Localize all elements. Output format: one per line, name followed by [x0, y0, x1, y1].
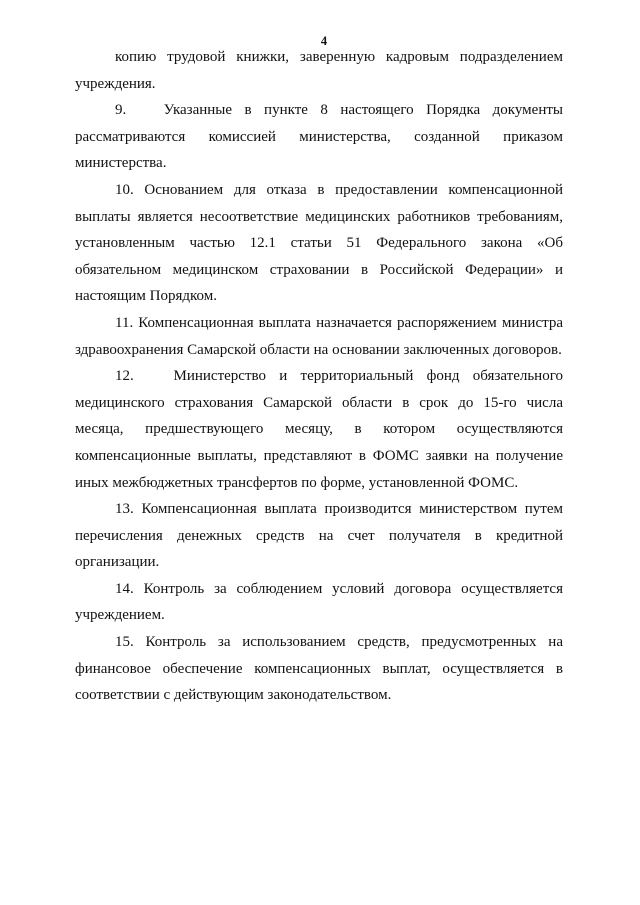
paragraph-10: 10. Основанием для отказа в предоставлении компенсационной выплаты является несоответствие медицинских работников требованиям, установленным частью 12.1 статьи 51 Федерального закона «Об обязательном медицинском страховании в Российской Федерации» и настоящим Порядком. — [75, 181, 563, 305]
paragraph-9: 9. Указанные в пункте 8 настоящего Порядка документы рассматриваются комиссией министерства, созданной приказом министерства. — [75, 102, 563, 172]
paragraph-14: 14. Контроль за соблюдением условий договора осуществляется учреждением. — [75, 580, 563, 624]
paragraph-12: 12. Министерство и территориальный фонд обязательного медицинского страхования Самарской области в срок до 15-го числа месяца, предшествующего месяцу, в котором осуществляются компенсационные выплаты, представляют в ФОМС заявки на получение иных межбюджетных трансфертов по форме, установленной ФОМС. — [75, 368, 563, 491]
page-number: 4 — [320, 34, 328, 48]
paragraph-13: 13. Компенсационная выплата производится министерством путем перечисления денежных средств на счет получателя в кредитной организации. — [75, 501, 563, 571]
paragraph-11: 11. Компенсационная выплата назначается распоряжением министра здравоохранения Самарской области на основании заключенных договоров. — [75, 314, 563, 358]
document-body — [75, 44, 563, 709]
paragraph-continuation: копию трудовой книжки, заверенную кадровым подразделением учреждения. — [75, 49, 563, 92]
paragraph-15: 15. Контроль за использованием средств, предусмотренных на финансовое обеспечение компенсационных выплат, осуществляется в соответствии с действующим законодательством. — [75, 634, 563, 704]
